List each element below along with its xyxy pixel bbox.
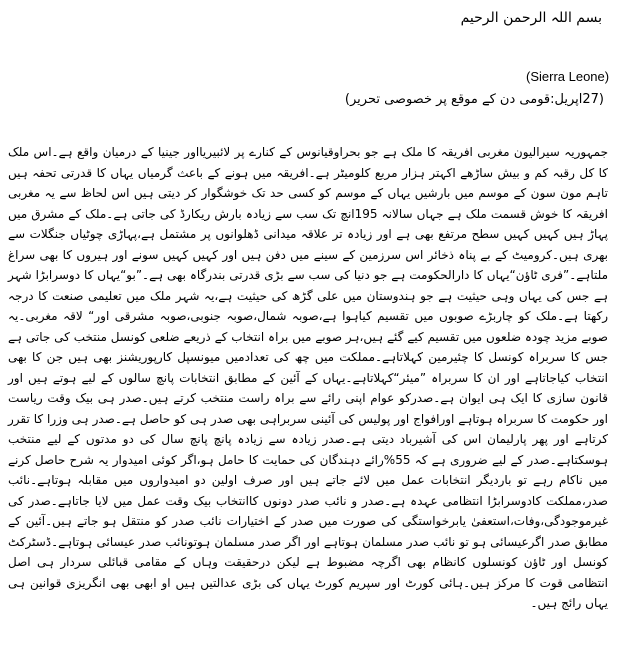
bismillah-heading: بسم اللہ الرحمن الرحیم	[460, 10, 602, 26]
article-paragraph: جمہوریہ سیرالیون مغربی افریقہ کا ملک ہے جو بحراوقیانوس کے کنارے پر لائبیریااور جینیا کے درمیان واقع ہے۔اس ملک کا کل رقبہ کم و بیش ساڑھے اکہتر ہزار مربع کلومیٹر ہے۔افریقہ میں ہونے کے باعث گرمیاں یہاں کا قدرتی تحفہ ہیں تاہم مون سون کے موسم میں بارشیں یہاں کے موسم کو کسی حد تک خوشگوار کر دیتی ہیں اس لحاظ سے یہ مغربی افریقہ کا خوش قسمت ملک ہے جہاں سالانہ 195انچ تک سب سے زیادہ بارش ریکارڈ کی جاتی ہے۔ملک کے مشرق میں پہاڑ ہیں کہیں کہیں سطح مرتفع بھی ہے اور زیادہ تر علاقہ میدانی ڈھلوانوں پر مشتمل ہے،پہاڑی چوٹیاں جنگلات سے بھری ہیں۔کرومیٹ کے بے پناہ ذخائر اس سرزمین کے سینے میں دفن ہیں اور کہیں کہیں سونے اور ہیروں کا بھی سراغ ملتاہے۔”فری ٹاؤن“یہاں کا دارالحکومت ہے جو دنیا کی سب سے بڑی قدرتی بندرگاہ بھی ہے۔”بو“یہاں کا دوسرابڑا شہر ہے جس کی یہاں وہی حیثیت ہے جو ہندوستان میں علی گڑھ کی حیثیت ہے،یہ شہر ملک میں تعلیمی صنعت کا درجہ رکھتا ہے۔ملک کو چاربڑے صوبوں میں تقسیم کیاہوا ہے،صوبہ شمال،صوبہ جنوبی،صوبہ مشرقی اور“ لاقہ مغربی۔یہ صوبے مزید چودہ ضلعوں میں تقسیم کیے گئے ہیں،ہر صوبے میں براہ انتخاب کے ذریعے ضلعی کونسل منتخب کی جاتی ہے جس کا سربراہ کونسل کا چئیرمین کہلاتاہے۔مملکت میں چھ کی تعدادمیں میونسپل کارپوریشنز بھی ہیں جن کا بھی انتخاب کیاجاتاہے اور ان کا سربراہ ”میئر“کہلاتاہے۔یہاں کے آئین کے مطابق انتخابات پانچ سالوں کے لیے ہوتے ہیں اور قانون سازی کا ایک ہی ایوان ہے۔صدرکو عوام اپنی رائے سے براہ راست منتخب کرتے ہیں۔صدر ہی بیک وقت ریاست اور حکومت کا سربراہ ہوتاہے اورافواج اور پولیس کی آئینی سربراہی بھی صدر ہی کو حاصل ہے۔صدر ہی وزرا کا تقرر کرتاہے اور پھر پارلیمان اس کی آشیرباد دیتی ہے۔صدر زیادہ سے زیادہ پانچ پانچ سال کی دو مدتوں کے لیے منتخب ہوسکتاہے۔صدر کے لیے ضروری ہے کہ 55%رائے دہندگان کی حمایت کا حامل ہو،اگر کوئی امیدوار یہ شرح حاصل کرنے میں ناکام رہے تو باردیگر انتخابات عمل میں لائے جاتے ہیں اور صرف اولین دو امیدواروں میں مقابلہ ہوتاہے۔نائب صدر،مملکت کادوسرابڑا انتظامی عہدہ ہے۔صدر و نائب صدر دونوں کاانتخاب بیک وقت عمل میں لایا جاتاہے۔صدر کی غیرموجودگی،وفات،استعفیٰ یابرخواستگی کی صورت میں صدر کے اختیارات نائب صدر کو منتقل ہو جاتے ہیں۔آئین کے مطابق صدر اگرعیسائی ہو تو نائب صدر مسلمان ہوتاہے اور اگر صدر مسلمان ہوتونائب صدر عیسائی ہوتاہے۔ڈسٹرکٹ کونسل اور ٹاؤن کونسلوں کانظام بھی اگرچہ مضبوط ہے لیکن درحقیقت وہاں کے مقامی قبائلی سردار ہی اصل انتظامی قوت کا مرکز ہیں۔ہائی کورٹ اور سپریم کورٹ یہاں کی بڑی عدالتیں ہیں او ابھی بھی انگریزی قوانین ہی یہاں رائج ہیں۔	[8, 145, 609, 610]
article-body	[8, 142, 608, 614]
occasion-subtitle: (27اپریل:قومی دن کے موقع پر خصوصی تحریر)	[344, 92, 604, 107]
country-name: (Sierra Leone)	[526, 69, 610, 84]
